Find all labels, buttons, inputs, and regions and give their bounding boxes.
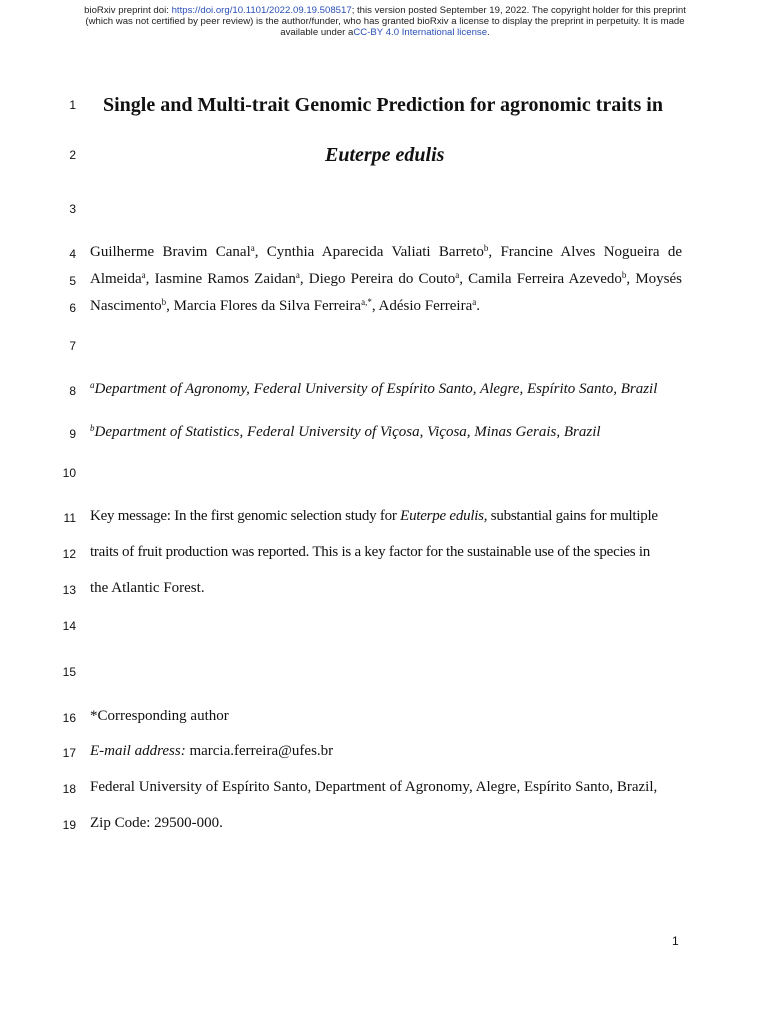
line-number: 17 xyxy=(62,746,76,760)
affiliation-b: $^b$Department of Statistics, Federal University of Viçosa, Viçosa, Minas Gerais, Brazil xyxy=(90,423,601,440)
author-line-5: Almeida$^a$, Iasmine Ramos Zaidan$^a$, Diego Pereira do Couto$^a$, Camila Ferreira Azevedo$^b$, Moysés xyxy=(90,270,683,287)
email-address: marcia.ferreira@ufes.br xyxy=(185,743,334,759)
line-number: 6 xyxy=(69,301,76,315)
email-line: E-mail address: marcia.ferreira@ufes.br xyxy=(90,743,334,759)
line-number: 18 xyxy=(62,782,76,796)
license-link[interactable]: CC-BY 4.0 International license xyxy=(353,27,488,38)
page-number: 1 xyxy=(672,934,679,948)
preprint-header xyxy=(0,5,770,38)
corresponding-author-label: *Corresponding author xyxy=(90,708,229,724)
header-line-3: available under aCC-BY 4.0 International license. xyxy=(280,27,490,38)
line-number: 14 xyxy=(62,619,76,633)
line-number: 11 xyxy=(63,511,76,525)
line-number: 16 xyxy=(62,711,76,725)
doi-link[interactable]: https://doi.org/10.1101/2022.09.19.508517 xyxy=(171,5,352,16)
line-number: 3 xyxy=(69,202,76,216)
line-number: 2 xyxy=(69,148,76,162)
line-number: 15 xyxy=(62,665,76,679)
line-number: 12 xyxy=(62,547,76,561)
line-number: 4 xyxy=(69,247,76,261)
header-line-2: (which was not certified by peer review) is the author/funder, who has granted bioRxiv a license to display the preprint in perpetuity. It is made xyxy=(85,16,685,27)
address-line: Federal University of Espírito Santo, Department of Agronomy, Alegre, Espírito Santo, Brazil, xyxy=(90,779,658,795)
species-name: Euterpe edulis xyxy=(400,508,484,524)
line-number: 19 xyxy=(62,818,76,832)
line-number: 5 xyxy=(69,274,76,288)
author-line-6: Nascimento$^b$, Marcia Flores da Silva Ferreira$^{a,*}$, Adésio Ferreira$^a$. xyxy=(90,297,480,314)
zip-code-line: Zip Code: 29500-000. xyxy=(90,815,223,831)
line-number: 8 xyxy=(69,384,76,398)
paper-title-line-1: Single and Multi-trait Genomic Prediction for agronomic traits in xyxy=(103,94,663,116)
line-number: 7 xyxy=(69,339,76,353)
paper-title-species: Euterpe edulis xyxy=(325,144,445,166)
key-message-line-13: the Atlantic Forest. xyxy=(90,580,205,596)
key-message-line-11: Key message: In the first genomic selection study for Euterpe edulis, substantial gains for multiple xyxy=(90,508,658,524)
key-message-line-12: traits of fruit production was reported. This is a key factor for the sustainable use of the species in xyxy=(90,544,651,560)
line-number: 9 xyxy=(69,427,76,441)
author-line-4: Guilherme Bravim Canal$^a$, Cynthia Aparecida Valiati Barreto$^b$, Francine Alves Nogueira de xyxy=(90,243,682,260)
line-number: 1 xyxy=(69,98,76,112)
line-number: 10 xyxy=(62,466,76,480)
line-number: 13 xyxy=(62,583,76,597)
header-line-1: bioRxiv preprint doi: https://doi.org/10.1101/2022.09.19.508517; this version posted September 19, 2022. The copyright holder for this preprint xyxy=(84,5,686,16)
affiliation-a: $^a$Department of Agronomy, Federal University of Espírito Santo, Alegre, Espírito Santo, Brazil xyxy=(90,380,658,397)
